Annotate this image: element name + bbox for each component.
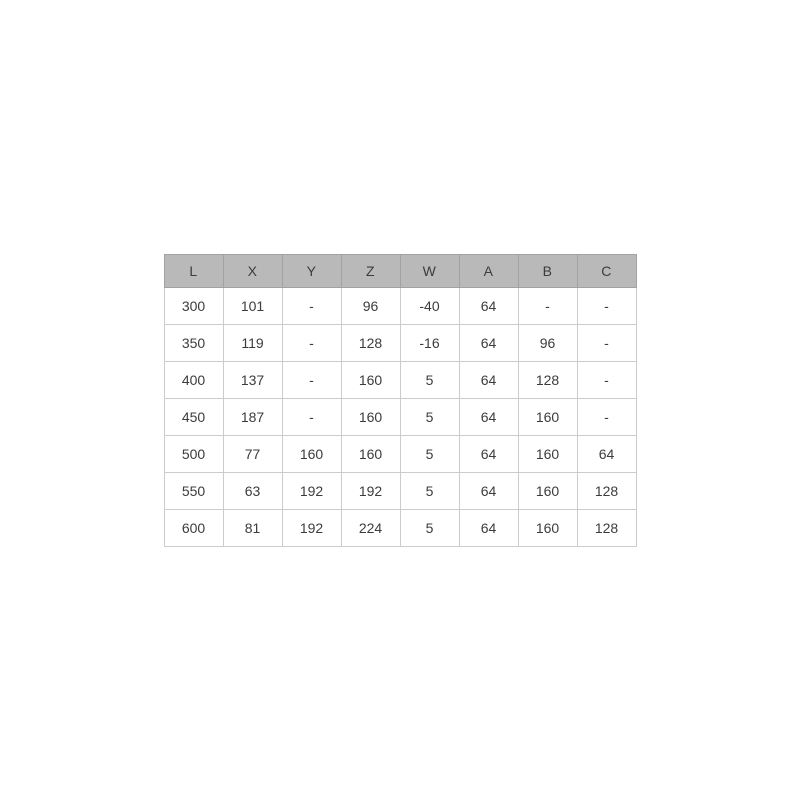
cell-y: - bbox=[282, 287, 341, 324]
cell-a: 64 bbox=[459, 287, 518, 324]
cell-w: 5 bbox=[400, 472, 459, 509]
cell-y: - bbox=[282, 361, 341, 398]
table-row bbox=[164, 324, 636, 361]
column-header-x: X bbox=[223, 254, 282, 287]
cell-c: - bbox=[577, 287, 636, 324]
cell-b: 128 bbox=[518, 361, 577, 398]
cell-c: - bbox=[577, 324, 636, 361]
cell-c: 64 bbox=[577, 435, 636, 472]
cell-w: 5 bbox=[400, 398, 459, 435]
column-header-l: L bbox=[164, 254, 223, 287]
cell-x: 101 bbox=[223, 287, 282, 324]
table-row bbox=[164, 472, 636, 509]
cell-x: 77 bbox=[223, 435, 282, 472]
cell-z: 160 bbox=[341, 398, 400, 435]
cell-z: 128 bbox=[341, 324, 400, 361]
cell-x: 137 bbox=[223, 361, 282, 398]
table-row bbox=[164, 287, 636, 324]
cell-z: 160 bbox=[341, 435, 400, 472]
cell-z: 160 bbox=[341, 361, 400, 398]
cell-w: 5 bbox=[400, 435, 459, 472]
cell-a: 64 bbox=[459, 361, 518, 398]
cell-b: 160 bbox=[518, 509, 577, 546]
cell-b: 160 bbox=[518, 435, 577, 472]
cell-l: 450 bbox=[164, 398, 223, 435]
cell-c: 128 bbox=[577, 472, 636, 509]
column-header-c: C bbox=[577, 254, 636, 287]
table-row bbox=[164, 435, 636, 472]
cell-c: - bbox=[577, 361, 636, 398]
cell-a: 64 bbox=[459, 398, 518, 435]
cell-b: 96 bbox=[518, 324, 577, 361]
cell-y: 192 bbox=[282, 509, 341, 546]
table-body bbox=[164, 287, 636, 546]
cell-x: 119 bbox=[223, 324, 282, 361]
cell-b: - bbox=[518, 287, 577, 324]
cell-l: 300 bbox=[164, 287, 223, 324]
cell-z: 96 bbox=[341, 287, 400, 324]
cell-y: - bbox=[282, 398, 341, 435]
column-header-w: W bbox=[400, 254, 459, 287]
cell-w: -40 bbox=[400, 287, 459, 324]
column-header-y: Y bbox=[282, 254, 341, 287]
dimension-spec-table bbox=[164, 254, 637, 547]
column-header-b: B bbox=[518, 254, 577, 287]
table-row bbox=[164, 398, 636, 435]
column-header-z: Z bbox=[341, 254, 400, 287]
cell-a: 64 bbox=[459, 435, 518, 472]
cell-l: 400 bbox=[164, 361, 223, 398]
cell-c: - bbox=[577, 398, 636, 435]
cell-y: - bbox=[282, 324, 341, 361]
cell-a: 64 bbox=[459, 324, 518, 361]
cell-c: 128 bbox=[577, 509, 636, 546]
cell-l: 550 bbox=[164, 472, 223, 509]
cell-l: 600 bbox=[164, 509, 223, 546]
cell-a: 64 bbox=[459, 509, 518, 546]
table-row bbox=[164, 509, 636, 546]
cell-b: 160 bbox=[518, 472, 577, 509]
cell-x: 81 bbox=[223, 509, 282, 546]
column-header-a: A bbox=[459, 254, 518, 287]
cell-w: 5 bbox=[400, 361, 459, 398]
cell-y: 160 bbox=[282, 435, 341, 472]
cell-y: 192 bbox=[282, 472, 341, 509]
cell-b: 160 bbox=[518, 398, 577, 435]
table-header-row bbox=[164, 254, 636, 287]
cell-w: -16 bbox=[400, 324, 459, 361]
cell-w: 5 bbox=[400, 509, 459, 546]
cell-x: 63 bbox=[223, 472, 282, 509]
cell-z: 192 bbox=[341, 472, 400, 509]
cell-x: 187 bbox=[223, 398, 282, 435]
table-row bbox=[164, 361, 636, 398]
table-header bbox=[164, 254, 636, 287]
cell-z: 224 bbox=[341, 509, 400, 546]
cell-l: 500 bbox=[164, 435, 223, 472]
cell-l: 350 bbox=[164, 324, 223, 361]
cell-a: 64 bbox=[459, 472, 518, 509]
